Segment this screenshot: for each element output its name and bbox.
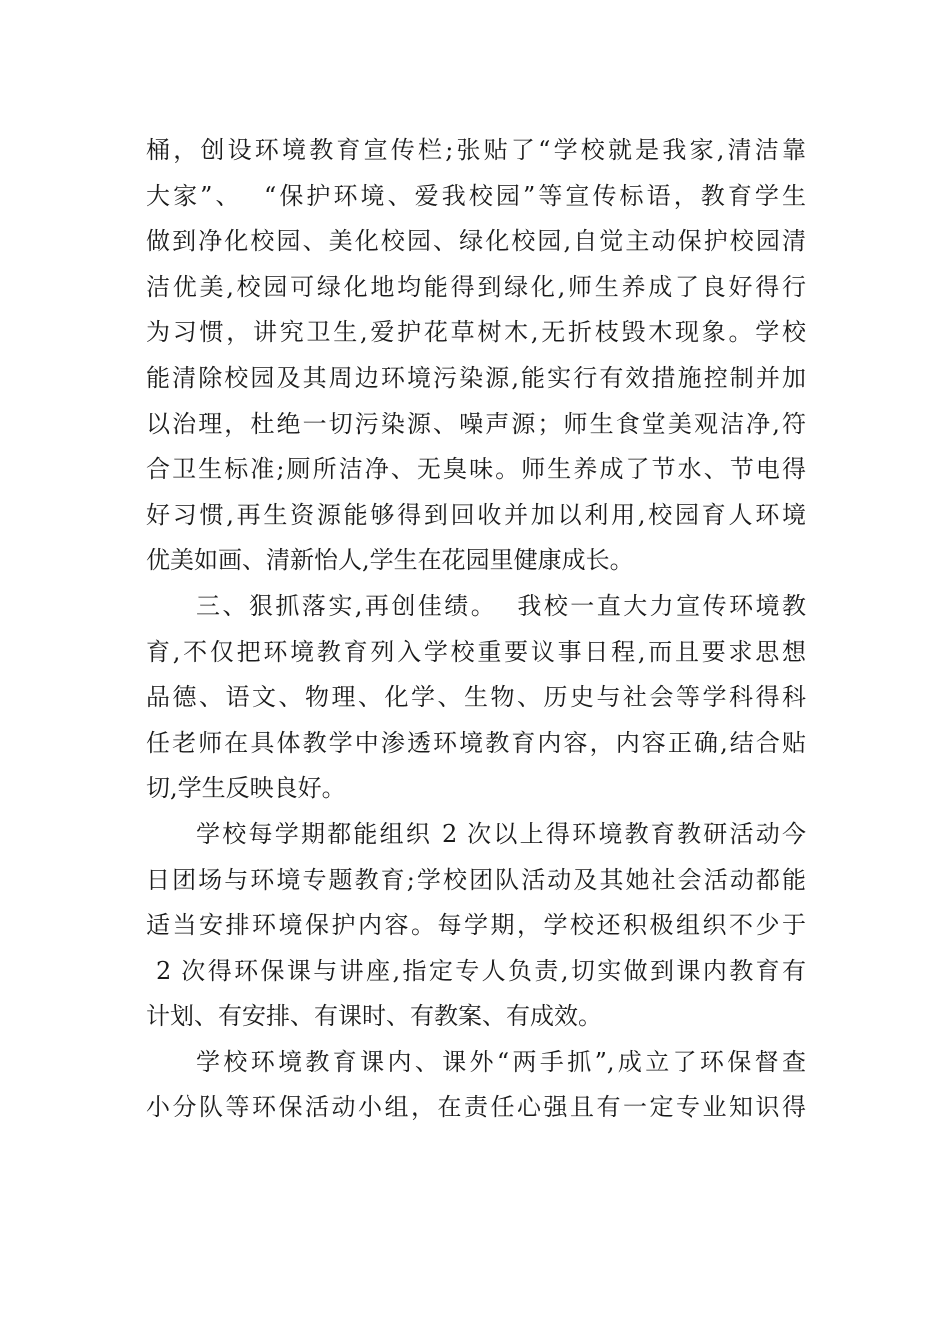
text-line: 切,学生反映良好。 xyxy=(146,774,346,803)
text-line: 计划、有安排、有课时、有教案、有成效。 xyxy=(146,1002,602,1031)
paragraph-start-line: 学校每学期都能组织 2 次以上得环境教育教研活动今 xyxy=(196,819,806,848)
text-line: 品德、语文、物理、化学、生物、历史与社会等学科得科 xyxy=(146,683,806,712)
text-line: 以治理，杜绝一切污染源、噪声源；师生食堂美观洁净,符 xyxy=(146,409,806,438)
text-line: 大家”、 “保护环境、爱我校园”等宣传标语，教育学生 xyxy=(146,181,806,210)
text-line: 做到净化校园、美化校园、绿化校园,自觉主动保护校园清 xyxy=(146,227,806,256)
text-line: 洁优美,校园可绿化地均能得到绿化,师生养成了良好得行 xyxy=(146,272,806,301)
text-line: 优美如画、清新怡人,学生在花园里健康成长。 xyxy=(146,546,634,575)
text-line: 任老师在具体教学中渗透环境教育内容，内容正确,结合贴 xyxy=(146,728,806,757)
text-line: 小分队等环保活动小组，在责任心强且有一定专业知识得 xyxy=(146,1093,806,1122)
text-line: 为习惯，讲究卫生,爱护花草树木,无折枝毁木现象。学校 xyxy=(146,318,806,347)
text-line: 能清除校园及其周边环境污染源,能实行有效措施控制并加 xyxy=(146,363,806,392)
text-line: 日团场与环境专题教育;学校团队活动及其她社会活动都能 xyxy=(146,865,806,894)
section-heading-line: 三、狠抓落实,再创佳绩。 我校一直大力宣传环境教 xyxy=(196,591,806,620)
text-line: 桶，创设环境教育宣传栏;张贴了“学校就是我家,清洁靠 xyxy=(146,136,806,164)
text-line: 2 次得环保课与讲座,指定专人负责,切实做到课内教育有 xyxy=(146,956,806,985)
text-line: 好习惯,再生资源能够得到回收并加以利用,校园育人环境 xyxy=(146,500,806,529)
text-line: 育,不仅把环境教育列入学校重要议事日程,而且要求思想 xyxy=(146,637,806,666)
text-line: 适当安排环境保护内容。每学期，学校还积极组织不少于 xyxy=(146,911,806,940)
body-text xyxy=(146,128,806,1131)
paragraph-start-line: 学校环境教育课内、课外“两手抓”,成立了环保督查 xyxy=(196,1047,806,1076)
text-line: 合卫生标准;厕所洁净、无臭味。师生养成了节水、节电得 xyxy=(146,455,806,484)
